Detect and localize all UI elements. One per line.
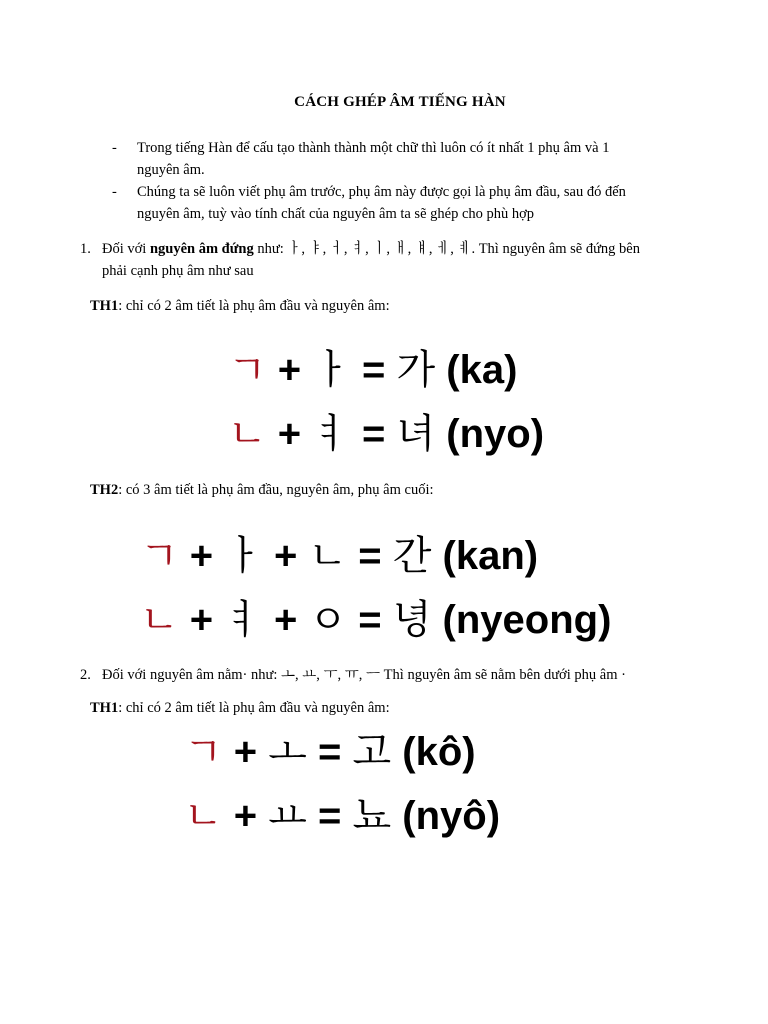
- section-text: Đối với nguyên âm nằm· như: ㅗ, ㅛ, ㅜ, ㅠ, ㅡ Thì nguyên âm sẽ nằm bên dưới phụ âm ·: [102, 667, 626, 683]
- section-text: như: ㅏ, ㅑ, ㅓ, ㅕ, ㅣ, ㅐ, ㅒ, ㅔ, ㅖ. Thì nguyên âm sẽ đứng bên: [253, 241, 640, 257]
- case-label: TH2: [90, 482, 119, 498]
- section-2-heading: [80, 664, 730, 686]
- romanization: (nyo): [446, 412, 545, 456]
- vowel-glyph: ㅛ: [268, 794, 307, 838]
- formula-nyo: [228, 410, 544, 458]
- formula-nyeong: [140, 596, 611, 644]
- syllable-glyph: 녀: [396, 412, 436, 456]
- case-th1-label: [90, 700, 390, 717]
- consonant-glyph: ㄱ: [184, 730, 223, 774]
- plus-sign: +: [189, 598, 214, 642]
- vowel-glyph: ㅕ: [312, 412, 351, 456]
- syllable-glyph: 가: [396, 348, 436, 392]
- vowel-glyph: ㅕ: [224, 598, 263, 642]
- bullet-item: [112, 137, 712, 181]
- equals-sign: =: [318, 730, 342, 774]
- romanization: (nyeong): [442, 598, 612, 642]
- syllable-glyph: 고: [352, 730, 392, 774]
- consonant-glyph: ㄱ: [140, 534, 179, 578]
- section-number: 2.: [80, 667, 91, 683]
- romanization: (ka): [446, 348, 518, 392]
- formula-ga: [228, 346, 517, 394]
- case-label: TH1: [90, 298, 119, 314]
- case-th1-label: [90, 298, 390, 315]
- bullet-text-line: nguyên âm, tuỳ vào tính chất của nguyên âm ta sẽ ghép cho phù hợp: [137, 206, 535, 222]
- consonant-glyph: ㄴ: [184, 794, 223, 838]
- syllable-glyph: 뇨: [352, 794, 392, 838]
- final-consonant-glyph: ㅇ: [308, 598, 348, 642]
- syllable-glyph: 간: [392, 534, 432, 578]
- bullet-dash: -: [112, 140, 117, 156]
- romanization: (kô): [402, 730, 476, 774]
- vowel-glyph: ㅏ: [312, 348, 351, 392]
- bullet-text-line: Chúng ta sẽ luôn viết phụ âm trước, phụ âm này được gọi là phụ âm đầu, sau đó đến: [137, 184, 626, 200]
- plus-sign: +: [189, 534, 214, 578]
- final-consonant-glyph: ㄴ: [308, 534, 348, 578]
- consonant-glyph: ㄴ: [228, 412, 267, 456]
- plus-sign: +: [233, 730, 258, 774]
- bullet-text-line: nguyên âm.: [137, 162, 205, 178]
- section-bold-term: nguyên âm đứng: [149, 241, 254, 257]
- equals-sign: =: [358, 598, 382, 642]
- syllable-glyph: 녕: [392, 598, 432, 642]
- case-th2-label: [90, 482, 434, 499]
- plus-sign: +: [277, 412, 302, 456]
- plus-sign: +: [274, 598, 298, 642]
- case-label: TH1: [90, 700, 119, 716]
- equals-sign: =: [362, 412, 386, 456]
- section-text-line2: phải cạnh phụ âm như sau: [102, 263, 254, 279]
- page-title: CÁCH GHÉP ÂM TIẾNG HÀN: [294, 94, 506, 110]
- equals-sign: =: [362, 348, 386, 392]
- formula-kan: [140, 532, 538, 580]
- section-number: 1.: [80, 241, 91, 257]
- intro-bullets: [112, 137, 712, 225]
- plus-sign: +: [233, 794, 258, 838]
- equals-sign: =: [358, 534, 382, 578]
- bullet-dash: -: [112, 184, 117, 200]
- case-text: : có 3 âm tiết là phụ âm đầu, nguyên âm, phụ âm cuối:: [118, 482, 434, 498]
- vowel-glyph: ㅗ: [268, 730, 307, 774]
- romanization: (nyô): [402, 794, 501, 838]
- section-intro: Đối với: [102, 241, 150, 257]
- consonant-glyph: ㄴ: [140, 598, 179, 642]
- formula-nyo-low: [184, 792, 500, 840]
- bullet-text-line: Trong tiếng Hàn để cấu tạo thành thành một chữ thì luôn có ít nhất 1 phụ âm và 1: [137, 140, 610, 156]
- plus-sign: +: [274, 534, 298, 578]
- vowel-glyph: ㅏ: [224, 534, 263, 578]
- formula-ko: [184, 728, 476, 776]
- section-1-heading: [80, 238, 730, 282]
- case-text: : chỉ có 2 âm tiết là phụ âm đầu và nguyên âm:: [118, 700, 390, 716]
- romanization: (kan): [442, 534, 539, 578]
- bullet-item: [112, 181, 712, 225]
- equals-sign: =: [318, 794, 342, 838]
- consonant-glyph: ㄱ: [228, 348, 267, 392]
- plus-sign: +: [277, 348, 302, 392]
- case-text: : chỉ có 2 âm tiết là phụ âm đầu và nguyên âm:: [118, 298, 390, 314]
